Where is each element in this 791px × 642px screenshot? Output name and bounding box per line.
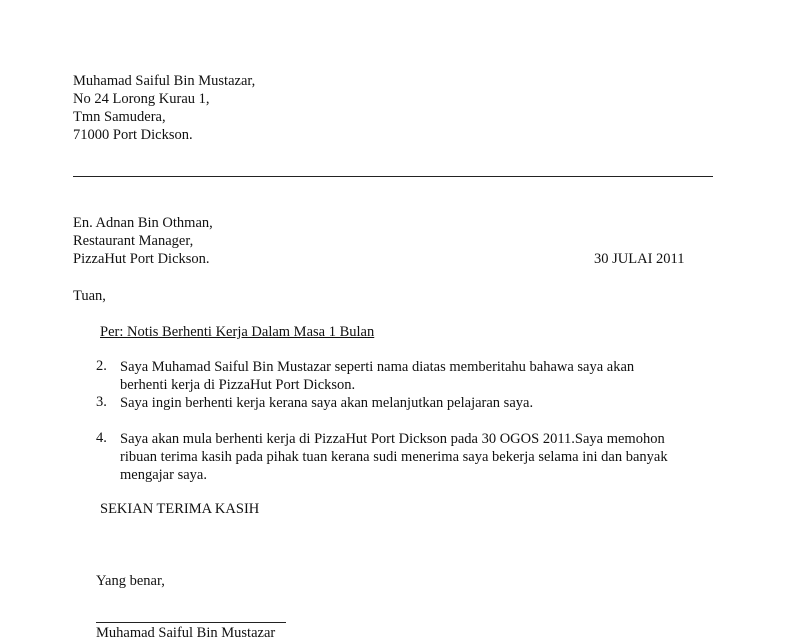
recipient-company: PizzaHut Port Dickson. bbox=[73, 251, 210, 267]
closing-remark: SEKIAN TERIMA KASIH bbox=[100, 501, 260, 517]
list-item-text bbox=[120, 394, 533, 412]
list-item-line: mengajar saya. bbox=[120, 467, 207, 483]
subject-line: Per: Notis Berhenti Kerja Dalam Masa 1 Bulan bbox=[100, 324, 375, 340]
list-item-text bbox=[120, 358, 634, 394]
sender-area: Tmn Samudera, bbox=[73, 109, 166, 125]
sender-name: Muhamad Saiful Bin Mustazar, bbox=[73, 73, 256, 89]
header-divider bbox=[73, 176, 713, 177]
sender-street: No 24 Lorong Kurau 1, bbox=[73, 91, 210, 107]
salutation: Tuan, bbox=[73, 288, 106, 304]
signature-line bbox=[96, 622, 286, 623]
list-item-line: berhenti kerja di PizzaHut Port Dickson. bbox=[120, 377, 356, 393]
list-item-text bbox=[120, 430, 668, 484]
letter-date: 30 JULAI 2011 bbox=[594, 251, 685, 267]
list-item-line: Saya ingin berhenti kerja kerana saya akan melanjutkan pelajaran saya. bbox=[120, 395, 534, 411]
recipient-address bbox=[73, 214, 213, 268]
recipient-title: Restaurant Manager, bbox=[73, 233, 194, 249]
list-item-number: 3. bbox=[96, 394, 107, 410]
list-item-number: 4. bbox=[96, 430, 107, 446]
sender-address bbox=[73, 72, 255, 144]
list-item-number: 2. bbox=[96, 358, 107, 374]
list-item-line: Saya Muhamad Saiful Bin Mustazar seperti nama diatas memberitahu bahawa saya akan bbox=[120, 359, 635, 375]
list-item-line: Saya akan mula berhenti kerja di PizzaHut Port Dickson pada 30 OGOS 2011.Saya memohon bbox=[120, 431, 665, 447]
signature-name: Muhamad Saiful Bin Mustazar bbox=[96, 625, 276, 641]
valediction: Yang benar, bbox=[96, 573, 165, 589]
recipient-name: En. Adnan Bin Othman, bbox=[73, 215, 213, 231]
list-item-line: ribuan terima kasih pada pihak tuan kerana sudi menerima saya bekerja selama ini dan banyak bbox=[120, 449, 668, 465]
sender-postcode-city: 71000 Port Dickson. bbox=[73, 127, 193, 143]
